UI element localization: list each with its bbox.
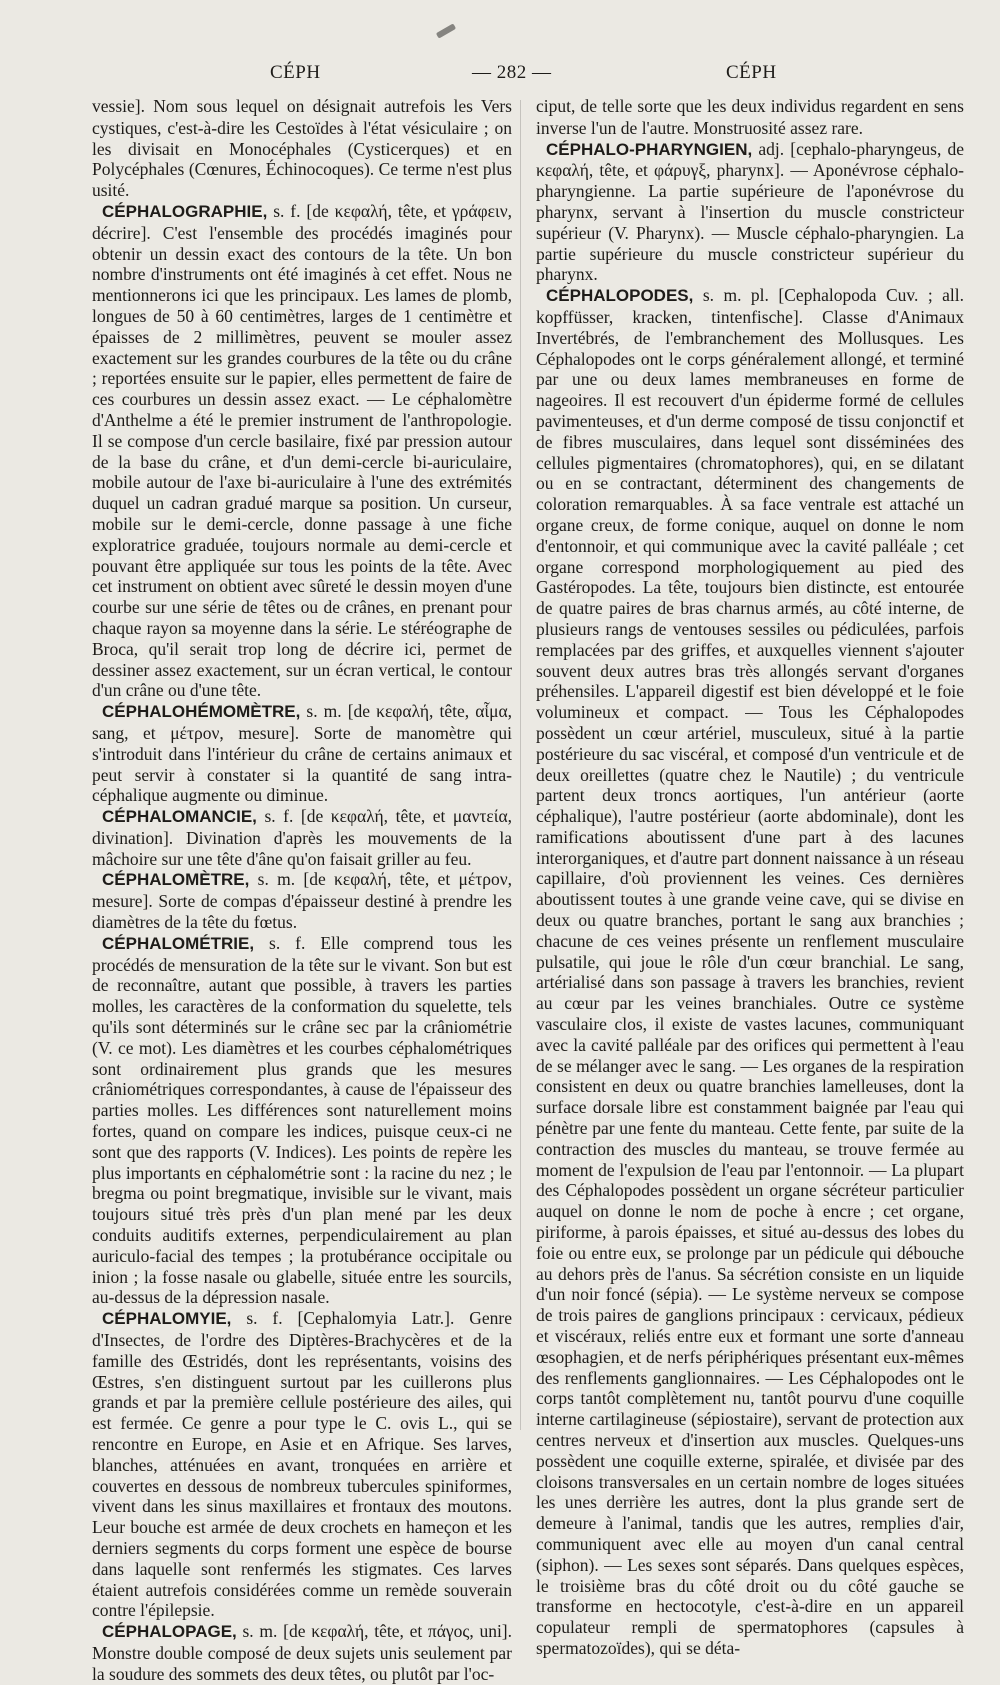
entry-term: CÉPHALOPODES,	[546, 286, 694, 306]
entry-term: CÉPHALOMÈTRE,	[102, 870, 250, 890]
entry-body: s. f. [de κεφαλή, tête, et μαντεία, divination]. Divination d'après les mouvements de la mâchoire sur une tête d'âne qu'on faisait griller au feu.	[92, 806, 512, 869]
entry-body: s. m. [de κεφαλή, tête, et πάγος, uni]. Monstre double composé de deux sujets unis seulement par la soudure des sommets des deux têtes, ou plutôt par l'oc-	[92, 1621, 513, 1684]
entry-body: s. f. [de κεφαλή, tête, et γράφειν, décrire]. C'est l'ensemble des procédés imaginés pour obtenir un dessin exact des contours de la tête. Un bon nombre d'instruments ont été imaginés à cet effet. Nous ne mentionnerons ici que les principaux. Les lames de plomb, longues de 50 à 60 centimètres, larges de 1 centimètre et épaisses de 2 millimètres, peuvent se mouler assez exactement sur les grandes courbures de la tête ou du crâne ; reportées ensuite sur le papier, elles permettent de faire de ces courbures un dessin assez exact. — Le céphalomètre d'Anthelme a été le premier instrument de l'anthropologie. Il se compose d'un cercle basilaire, fixé par pression autour de la base du crâne, et d'un demi-cercle bi-auriculaire, mobile autour de l'axe bi-auriculaire à l'une des extrémités duquel un cadran gradué marque sa position. Un curseur, mobile sur le demi-cercle, donne passage à une fiche exploratrice graduée, toujours normale au demi-cercle et pouvant être appliquée sur tous les points de la tête. Avec cet instrument on obtient avec sûreté le dessin moyen d'une courbe sur une série de têtes ou de crânes, en prenant pour chaque rayon sa moyenne dans la série. Le stéréographe de Broca, qu'il serait trop long de décrire ici, permet de dessiner assez exactement, sur un écran vertical, le contour d'un crâne ou d'une tête.	[92, 200, 512, 701]
entry-term: CÉPHALOGRAPHIE,	[102, 201, 268, 221]
entry-term: CÉPHALOMYIE,	[102, 1309, 232, 1329]
running-header	[92, 58, 962, 88]
right-column	[536, 96, 964, 1659]
left-column	[92, 96, 512, 1685]
entry-cephalographie	[92, 201, 512, 701]
page-number: — 282 —	[472, 62, 552, 83]
entry-cephalopage	[92, 1621, 512, 1684]
entry-cephalomyie	[92, 1308, 512, 1621]
entry-body: s. f. [Cephalomyia Latr.]. Genre d'Insectes, de l'ordre des Diptères-Brachycères et de la famille des Œstridés, dont les représentants, voisins des Œstres, s'en distinguent surtout par les cuillerons plus grands et par la première cellule postérieure des ailes, qui est fermée. Ce genre a pour type le C. ovis L., qui se rencontre en Europe, en Asie et en Afrique. Ses larves, blanches, atténuées en avant, tronquées en arrière et couvertes en dessous de nombreux tubercules spiniformes, vivent dans les sinus maxillaires et frontaux des moutons. Leur bouche est armée de deux crochets en hameçon et les derniers segments du corps forment une espèce de bourse dans laquelle sont renfermés les stigmates. Ces larves étaient autrefois considérées comme un remède souverain contre l'épilepsie.	[92, 1308, 513, 1621]
header-left-word: CÉPH	[270, 62, 321, 83]
entry-cephalohemometre	[92, 701, 512, 806]
ink-mark	[436, 23, 456, 38]
column-divider	[520, 100, 521, 1430]
entry-body: s. m. pl. [Cephalopoda Cuv. ; all. kopffüsser, kracken, tintenfische]. Classe d'Animaux Invertébrés, de l'embranchement des Mollusques. Les Céphalopodes ont le corps généralement allongé, et terminé par une ou deux lames membraneuses en forme de nageoires. Il est recouvert d'un épiderme formé de cellules pavimenteuses, et d'un derme composé de tissu conjonctif et de fibres musculaires, dans lequel sont disséminées des cellules pigmentaires (chromatophores), qui, en se dilatant ou en se contractant, déterminent des changements de coloration remarquables. À sa face ventrale est attaché un organe creux, de forme conique, auquel on donne le nom d'entonnoir, et qui communique avec la cavité palléale ; cet organe correspond morphologiquement au pied des Gastéropodes. La tête, toujours bien distincte, est entourée de quatre paires de bras charnus armés, au côté interne, de plusieurs rangs de ventouses sessiles ou pédiculées, parfois remplacées par des griffes, et auxquelles viennent s'ajouter souvent deux autres bras très allongés servant d'organes préhensiles. L'appareil digestif est bien développé et le foie volumineux et compact. — Tous les Céphalopodes possèdent un cœur artériel, musculeux, situé à la partie postérieure du sac viscéral, et composé d'un ventricule et de deux oreillettes (quatre chez le Nautile) ; du ventricule partent deux troncs aortiques, l'un antérieur (aorte céphalique), l'autre postérieur (aorte abdominale), dont les ramifications aboutissent d'une part à des lacunes interorganiques, et d'autre part donnent naissance à un réseau capillaire, d'où proviennent les veines. Ces dernières aboutissent toutes à une grande veine cave, qui se divise en deux ou quatre branches, portant le sang aux branchies ; chacune de ces veines présente un renflement musculaire pulsatile, qui joue le rôle d'un cœur branchial. Le sang, artérialisé dans son passage à travers les branchies, revient au cœur par les veines branchiales. Outre ce système vasculaire clos, il existe de vastes lacunes, communiquant avec la cavité palléale par des orifices qui permettent à l'eau de se mélanger avec le sang. — Les organes de la respiration consistent en deux ou quatre branchies lamelleuses, dont la surface dorsale libre est constamment baignée par l'eau qui pénètre par une fente du manteau. Cette fente, par suite de la contraction des muscles du manteau, se trouve fermée au moment de l'expulsion de l'eau par l'entonnoir. — La plupart des Céphalopodes possèdent un organe sécréteur particulier auquel on donne le nom de poche à encre ; cet organe, piriforme, à parois épaisses, et situé au-dessus des lobes du foie ou entre eux, se prolonge par un pédicule qui débouche au dehors près de l'anus. Sa sécrétion consiste en un liquide d'un noir foncé (sépia). — Le système nerveux se compose de trois paires de ganglions principaux : cervicaux, pédieux et viscéraux, reliés entre eux et formant une sorte d'anneau œsophagien, et de nerfs périphériques présentant eux-mêmes des renflements ganglionnaires. — Les Céphalopodes ont le corps tantôt complètement nu, tantôt pourvu d'une coquille interne cartilagineuse (sépiostaire), servant de protection aux centres nerveux et d'insertion aux muscles. Quelques-uns possèdent une coquille externe, spiralée, et divisée par des cloisons transversales en un certain nombre de loges situées les unes derrière les autres, dont la plus grande sert de demeure à l'animal, tandis que les autres, remplies d'air, communiquent avec elle au moyen d'un canal central (siphon). — Les sexes sont séparés. Dans quelques espèces, le troisième bras du côté droit ou du côté gauche se transforme en hectocotyle, c'est-à-dire en un appareil copulateur rempli de spermatophores (capsules à spermatozoïdes), qui se déta-	[536, 285, 965, 1658]
entry-term: CÉPHALO-PHARYNGIEN,	[546, 139, 753, 159]
entry-continuation: ciput, de telle sorte que les deux individus regardent en sens inverse l'un de l'autre. Monstruosité assez rare.	[536, 96, 964, 138]
entry-cephalo-pharyngien	[536, 139, 964, 286]
entry-body: s. m. [de κεφαλή, tête, et μέτρον, mesure]. Sorte de compas d'épaisseur destiné à prendre les diamètres de la tête du fœtus.	[92, 869, 513, 933]
entry-body: s. f. Elle comprend tous les procédés de mensuration de la tête sur le vivant. Son but est de reconnaître, autant que possible, à travers les parties molles, les caractères de la conformation du squelette, tels qu'ils sont déterminés sur le crâne sec par la crâniométrie (V. ce mot). Les diamètres et les courbes céphalométriques sont ordinairement plus grands que les mesures crâniométriques correspondantes, à cause de l'épaisseur des parties molles. Les différences sont naturellement moins fortes, quand on compare les indices, puisque ceux-ci ne sont que des rapports (V. Indices). Les points de repère les plus importants en céphalométrie sont : la racine du nez ; le bregma ou point bregmatique, invisible sur le vivant, mais toujours situé très près d'un plan mené par les deux conduits auditifs externes, perpendiculairement au plan auriculo-facial des tempes ; la protubérance occipitale ou inion ; la fosse nasale ou glabelle, située entre les sourcils, au-dessus de la dépression nasale.	[92, 932, 513, 1308]
entry-body: adj. [cephalo-pharyngeus, de κεφαλή, tête, et φάρυγξ, pharynx]. — Aponévrose céphalo-pharyngienne. La partie supérieure de l'aponévrose du pharynx, servant à l'insertion du muscle constricteur supérieur (V. Pharynx). — Muscle céphalo-pharyngien. La partie supérieure du muscle constricteur supérieur du pharynx.	[536, 138, 965, 285]
entry-cephalomancie	[92, 806, 512, 869]
entry-term: CÉPHALOMANCIE,	[102, 807, 257, 827]
header-right-word: CÉPH	[726, 62, 777, 83]
entry-cephalometre	[92, 869, 512, 932]
entry-cephalometrie	[92, 933, 512, 1308]
entry-body: s. m. [de κεφαλή, tête, αἷμα, sang, et μέτρον, mesure]. Sorte de manomètre qui s'introduit dans l'intérieur du crâne de certains animaux et peut servir à constater si la quantité de sang intra-céphalique augmente ou diminue.	[92, 701, 513, 806]
entry-term: CÉPHALOPAGE,	[102, 1622, 237, 1642]
entry-cephalopodes	[536, 285, 964, 1659]
entry-continuation: vessie]. Nom sous lequel on désignait autrefois les Vers cystiques, c'est-à-dire les Cestoïdes à l'état vésiculaire ; on les divisait en Monocéphales (Cysticerques) et en Polycéphales (Cœnures, Échinocoques). Ce terme n'est plus usité.	[92, 96, 512, 201]
entry-term: CÉPHALOMÉTRIE,	[102, 933, 255, 953]
entry-term: CÉPHALOHÉMOMÈTRE,	[102, 702, 301, 722]
